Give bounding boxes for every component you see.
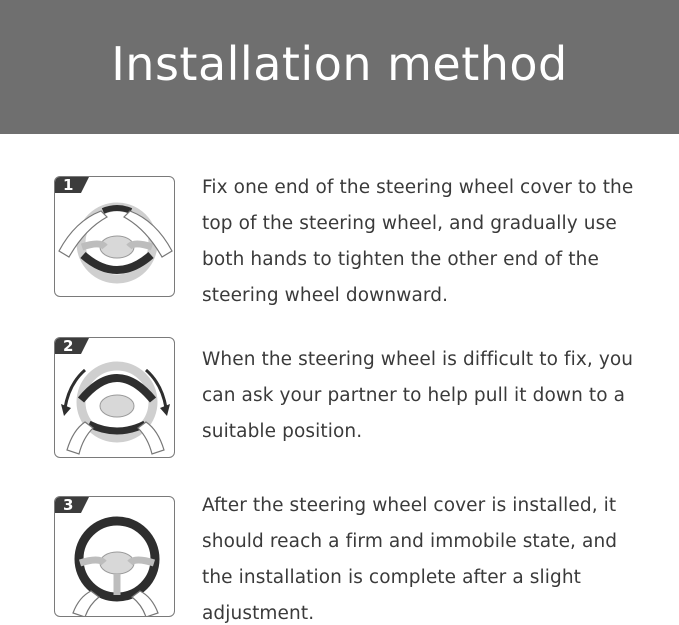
header-banner <box>0 0 679 134</box>
step-1-text: Fix one end of the steering wheel cover to the top of the steering wheel, and gradually use both hands to tighten the other end of the steering wheel downward. <box>202 177 634 306</box>
step-2-number: 2 <box>63 338 74 355</box>
page-title: Installation method <box>111 37 568 91</box>
step-1-illustration-icon <box>54 176 175 297</box>
step-3-text: After the steering wheel cover is installed, it should reach a firm and immobile state, and the installation is complete after a slight adjustment. <box>202 495 618 624</box>
step-3-illustration-icon <box>54 496 175 617</box>
step-2-illustration-icon <box>54 337 175 458</box>
step-1-number: 1 <box>63 177 74 194</box>
step-3-number: 3 <box>63 497 74 514</box>
step-2-text: When the steering wheel is difficult to fix, you can ask your partner to help pull it down to a suitable position. <box>202 349 634 442</box>
